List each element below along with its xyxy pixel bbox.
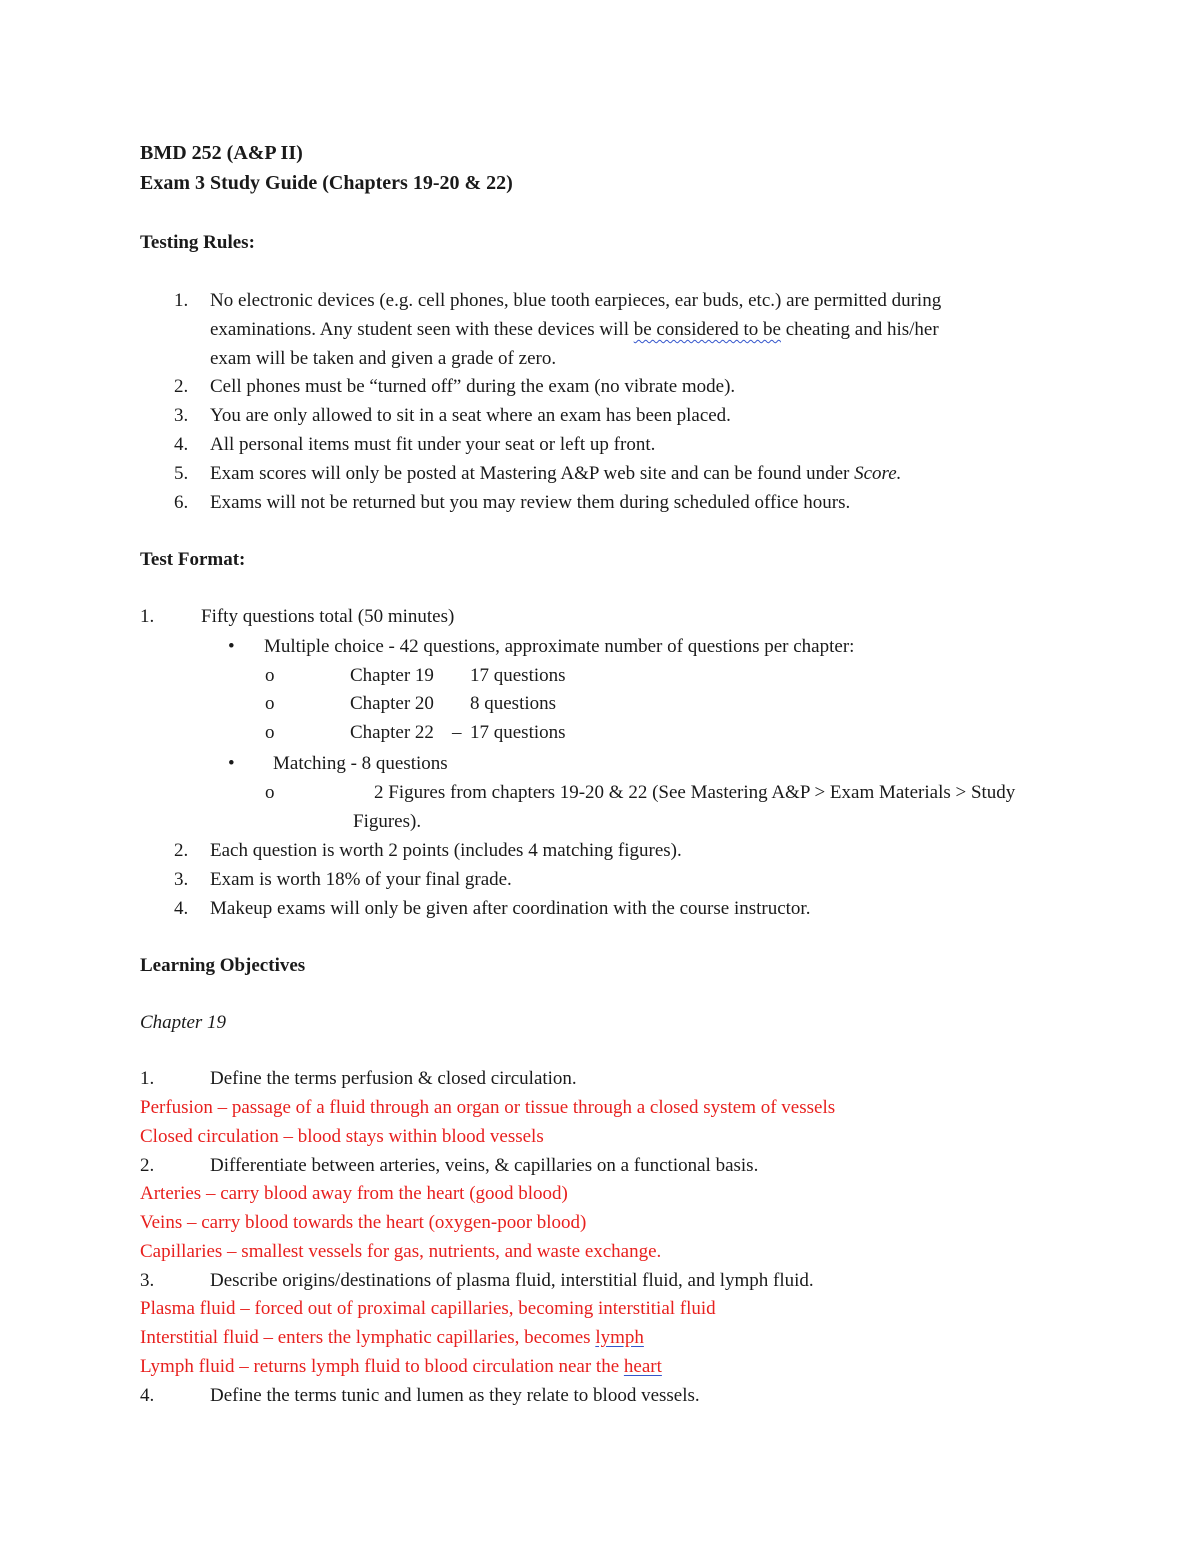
format-4-number: 4. — [174, 898, 189, 919]
bullet-matching: • — [228, 753, 235, 774]
rule-2-text: Cell phones must be “turned off” during the exam (no vibrate mode). — [210, 376, 736, 397]
objective-2-number: 2. — [140, 1155, 155, 1176]
rule-5-text-start: Exam scores will only be posted at Mastering A&P web site and can be found under — [210, 463, 855, 484]
format-2-text: Each question is worth 2 points (includes 4 matching figures). — [210, 840, 682, 861]
answer-capillaries: Capillaries – smallest vessels for gas, nutrients, and waste exchange. — [140, 1241, 662, 1262]
rule-5-number: 5. — [174, 463, 189, 484]
circle-bullet-ch19: o — [265, 665, 275, 686]
answer-perfusion: Perfusion – passage of a fluid through an organ or tissue through a closed system of vessels — [140, 1097, 836, 1118]
chapter-19-heading: Chapter 19 — [140, 1012, 227, 1033]
format-3-number: 3. — [174, 869, 189, 890]
rule-1-line-1: No electronic devices (e.g. cell phones, blue tooth earpieces, ear buds, etc.) are permitted during — [210, 290, 942, 311]
testing-rules-heading: Testing Rules: — [140, 232, 255, 253]
grammar-flag: be considered to be — [633, 319, 781, 340]
chapter-19-name: Chapter 19 — [350, 665, 434, 686]
format-1-number: 1. — [140, 606, 155, 627]
rule-6-number: 6. — [174, 492, 189, 513]
answer-veins: Veins – carry blood towards the heart (oxygen-poor blood) — [140, 1212, 587, 1233]
format-1-text: Fifty questions total (50 minutes) — [201, 606, 455, 627]
answer-lymph-start: Lymph fluid – returns lymph fluid to blood circulation near the — [140, 1356, 624, 1377]
rule-1-line-2-start: examinations. Any student seen with these devices will — [210, 319, 634, 340]
chapter-22-count: 17 questions — [470, 722, 566, 743]
objective-1-number: 1. — [140, 1068, 155, 1089]
multiple-choice-text: Multiple choice - 42 questions, approximate number of questions per chapter: — [264, 636, 855, 657]
format-2-number: 2. — [174, 840, 189, 861]
chapter-20-count: 8 questions — [470, 693, 557, 714]
answer-interstitial-fluid — [140, 1327, 644, 1349]
test-format-heading: Test Format: — [140, 549, 246, 570]
course-title: BMD 252 (A&P II) — [140, 142, 303, 164]
rule-3-number: 3. — [174, 405, 189, 426]
matching-text: Matching - 8 questions — [273, 753, 448, 774]
chapter-20-name: Chapter 20 — [350, 693, 434, 714]
rule-4-text: All personal items must fit under your seat or left up front. — [210, 434, 656, 455]
rule-2-number: 2. — [174, 376, 189, 397]
answer-closed-circulation: Closed circulation – blood stays within blood vessels — [140, 1126, 544, 1147]
format-3-text: Exam is worth 18% of your final grade. — [210, 869, 512, 890]
rule-1-line-3: exam will be taken and given a grade of zero. — [210, 348, 557, 369]
circle-bullet-ch20: o — [265, 693, 275, 714]
guide-title: Exam 3 Study Guide (Chapters 19-20 & 22) — [140, 172, 513, 194]
circle-bullet-ch22: o — [265, 722, 275, 743]
grammar-flag-lymph: lymph — [595, 1327, 644, 1348]
rule-1-line-2 — [210, 319, 939, 341]
rule-6-text: Exams will not be returned but you may review them during scheduled office hours. — [210, 492, 851, 513]
objective-4-number: 4. — [140, 1385, 155, 1406]
circle-bullet-figures: o — [265, 782, 275, 803]
chapter-19-count: 17 questions — [470, 665, 566, 686]
objective-3-number: 3. — [140, 1270, 155, 1291]
rule-4-number: 4. — [174, 434, 189, 455]
answer-lymph-fluid — [140, 1356, 662, 1378]
answer-interstitial-start: Interstitial fluid – enters the lymphatic capillaries, becomes — [140, 1327, 596, 1348]
figures-line-1: 2 Figures from chapters 19-20 & 22 (See Mastering A&P > Exam Materials > Study — [374, 782, 1016, 803]
figures-line-2: Figures). — [353, 811, 422, 832]
rule-3-text: You are only allowed to sit in a seat where an exam has been placed. — [210, 405, 731, 426]
rule-5-text — [210, 463, 901, 485]
answer-plasma-fluid: Plasma fluid – forced out of proximal capillaries, becoming interstitial fluid — [140, 1298, 716, 1319]
rule-1-line-2-end: cheating and his/her — [780, 319, 939, 340]
objective-3-text: Describe origins/destinations of plasma fluid, interstitial fluid, and lymph fluid. — [210, 1270, 814, 1291]
objective-1-text: Define the terms perfusion & closed circulation. — [210, 1068, 577, 1089]
rule-1-number: 1. — [174, 290, 189, 311]
grammar-flag-heart: heart — [623, 1356, 662, 1377]
learning-objectives-heading: Learning Objectives — [140, 955, 306, 976]
format-4-text: Makeup exams will only be given after coordination with the course instructor. — [210, 898, 811, 919]
chapter-22-name: Chapter 22 — [350, 722, 434, 743]
objective-4-text: Define the terms tunic and lumen as they relate to blood vessels. — [210, 1385, 700, 1406]
bullet-multiple-choice: • — [228, 636, 235, 657]
answer-arteries: Arteries – carry blood away from the heart (good blood) — [140, 1183, 568, 1204]
objective-2-text: Differentiate between arteries, veins, & capillaries on a functional basis. — [210, 1155, 759, 1176]
rule-5-score: Score. — [854, 463, 902, 484]
chapter-22-dash: – — [452, 722, 462, 743]
